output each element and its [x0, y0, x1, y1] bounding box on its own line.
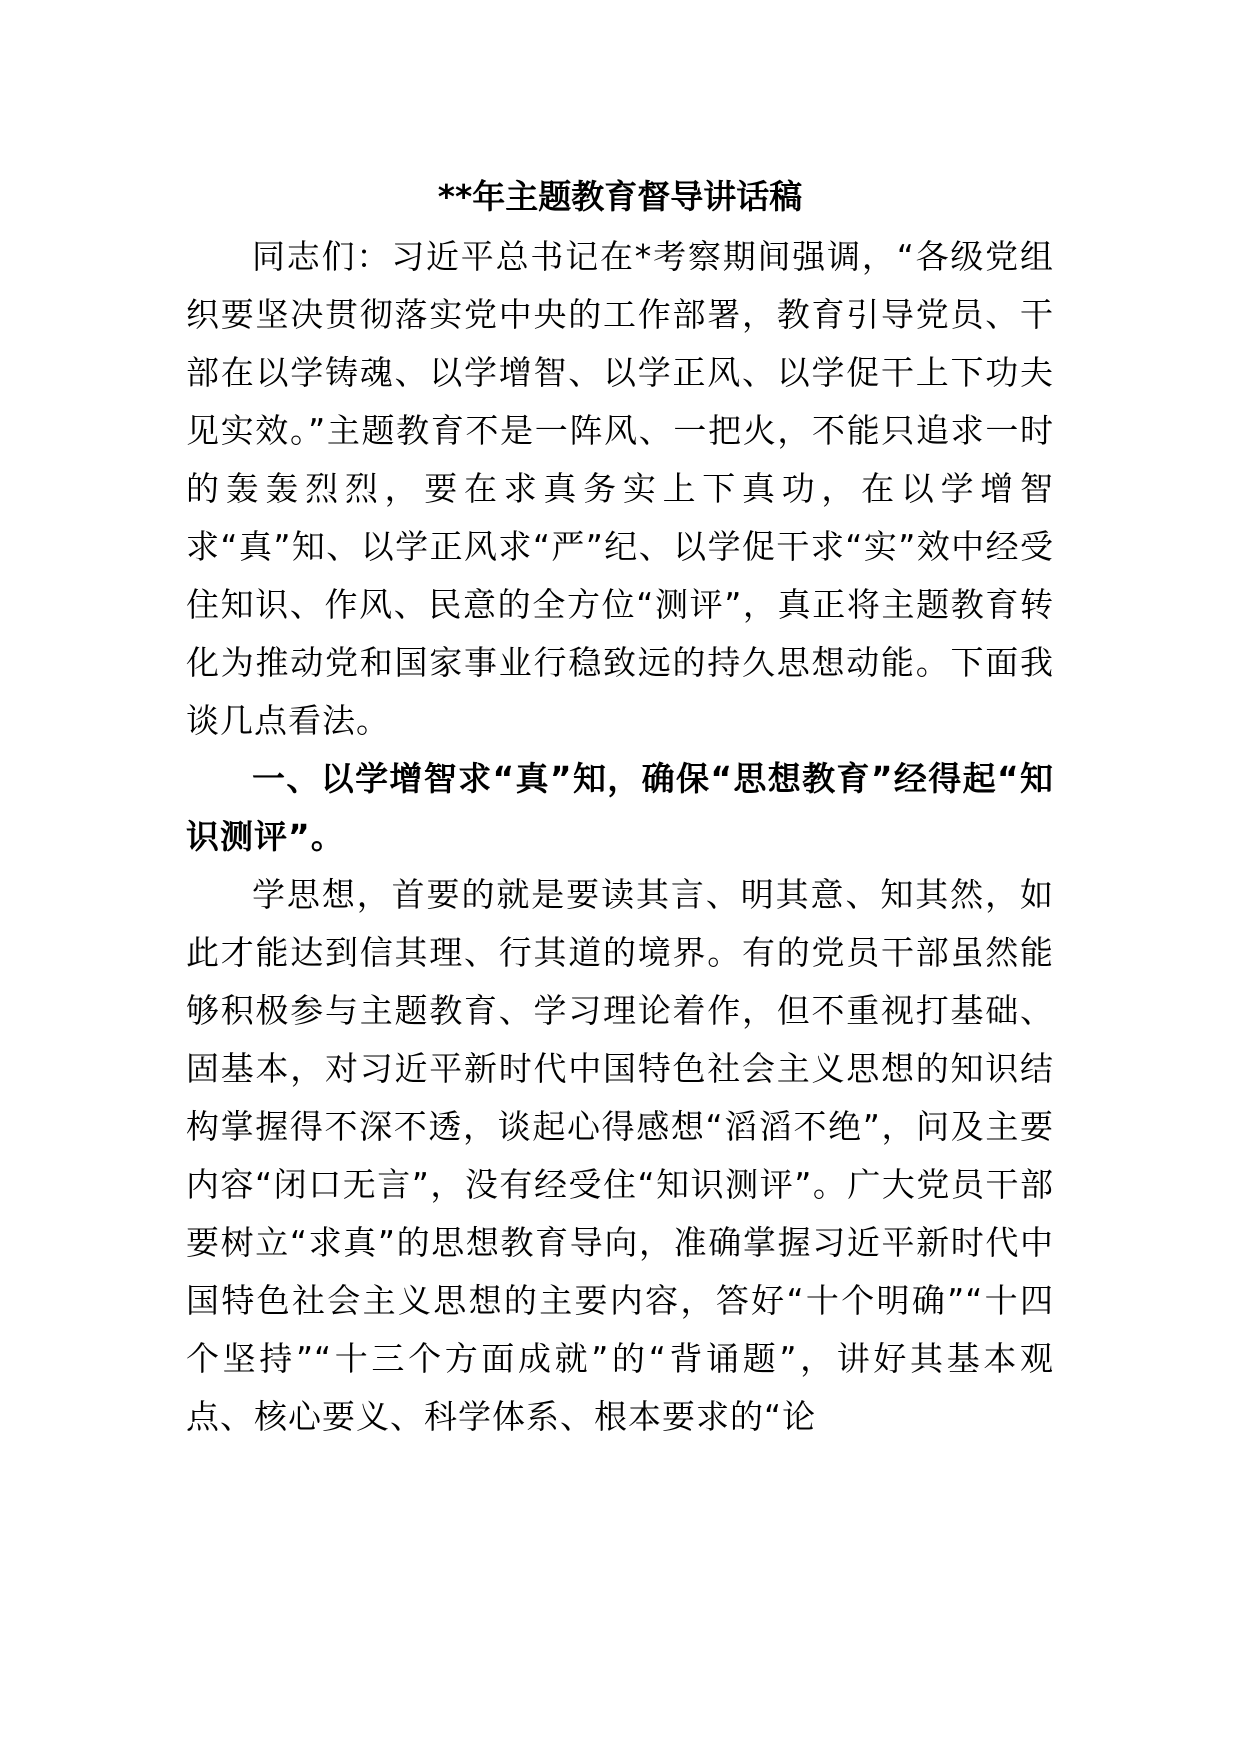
document-title: **年主题教育督导讲话稿 — [437, 177, 803, 216]
intro-paragraph: 同志们：习近平总书记在*考察期间强调，“各级党组织要坚决贯彻落实党中央的工作部署，教育引导党员、干部在以学铸魂、以学增智、以学正风、以学促干上下功夫见实效。”主题教育不是一阵风、一把火，不能只追求一时的轰轰烈烈，要在求真务实上下真功，在以学增智求“真”知、以学正风求“严”纪、以学促干求“实”效中经受住知识、作风、民意的全方位“测评”，真正将主题教育转化为推动党和国家事业行稳致远的持久思想动能。下面我谈几点看法。 — [186, 237, 1054, 740]
document-page — [186, 170, 1054, 1446]
section-1-heading: 一、以学增智求“真”知，确保“思想教育”经得起“知识测评”。 — [186, 759, 1054, 856]
section-1-body: 学思想，首要的就是要读其言、明其意、知其然，如此才能达到信其理、行其道的境界。有的党员干部虽然能够积极参与主题教育、学习理论着作，但不重视打基础、固基本，对习近平新时代中国特色社会主义思想的知识结构掌握得不深不透，谈起心得感想“滔滔不绝”，问及主要内容“闭口无言”，没有经受住“知识测评”。广大党员干部要树立“求真”的思想教育导向，准确掌握习近平新时代中国特色社会主义思想的主要内容，答好“十个明确”“十四个坚持”“十三个方面成就”的“背诵题”，讲好其基本观点、核心要义、科学体系、根本要求的“论 — [186, 875, 1054, 1436]
